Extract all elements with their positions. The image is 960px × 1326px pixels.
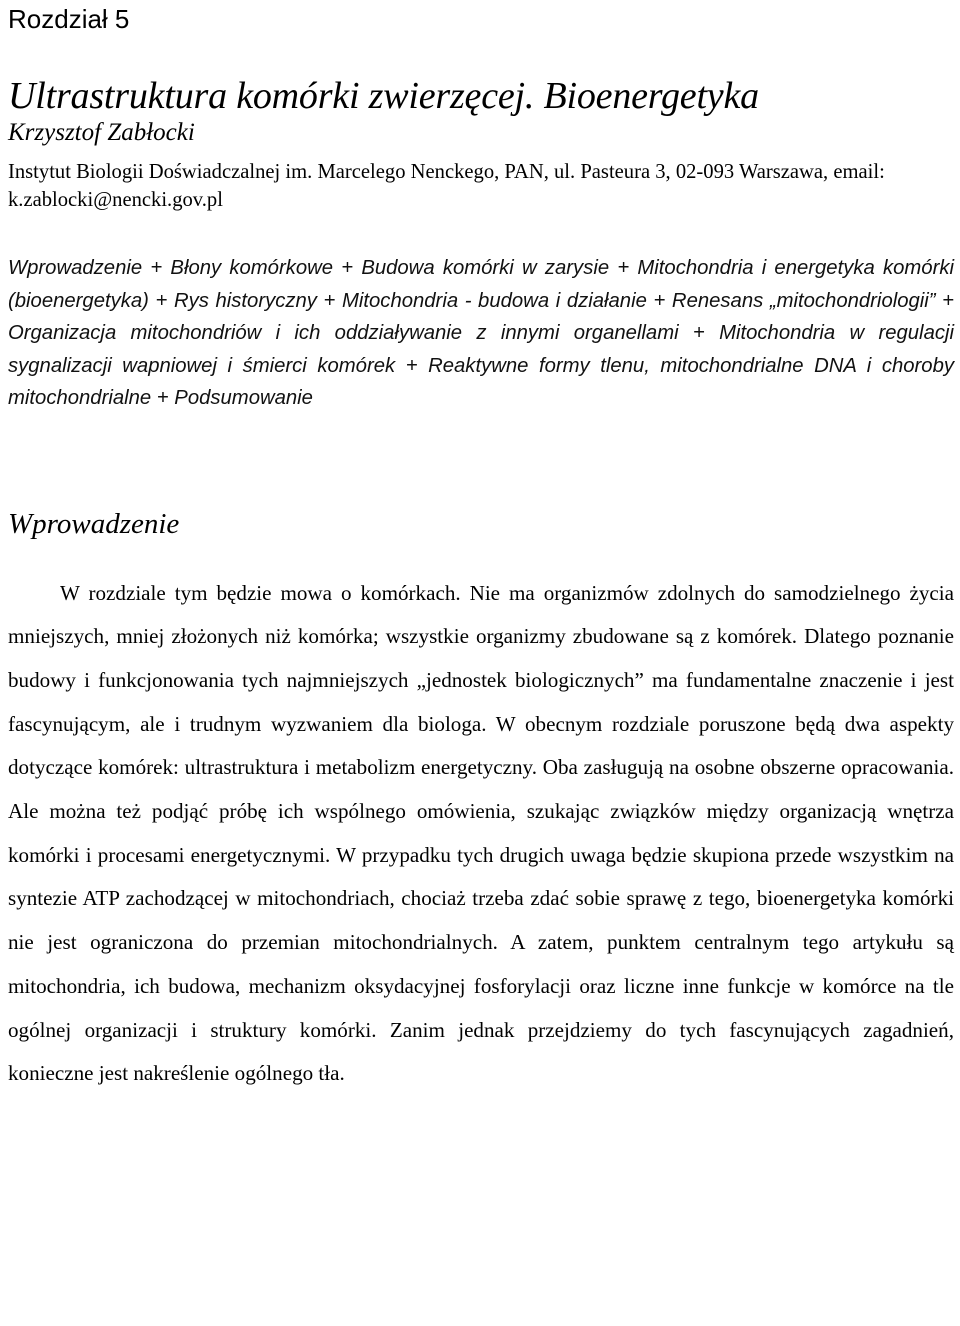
contents-summary: Wprowadzenie + Błony komórkowe + Budowa komórki w zarysie + Mitochondria i energetyka komórki (bioenergetyka) + Rys historyczny + Mitochondria - budowa i działanie + Renesans „mitochondriologii” + Organizacja mitochondriów i ich oddziaływanie z innymi organellami + Mitochondria w regulacji sygnalizacji wapniowej i śmierci komórek + Reaktywne formy tlenu, mitochondrialne DNA i choroby mitochondrialne + Podsumowanie [8, 257, 954, 409]
document-page [8, 0, 954, 1096]
chapter-label: Rozdział 5 [8, 4, 130, 34]
chapter-title: Ultrastruktura komórki zwierzęcej. Bioenergetyka [8, 75, 759, 117]
section-paragraph: W rozdziale tym będzie mowa o komórkach. Nie ma organizmów zdolnych do samodzielnego życia mniejszych, mniej złożonych niż komórka; wszystkie organizmy zbudowane są z komórek. Dlatego poznanie budowy i funkcjonowania tych najmniejszych „jednostek biologicznych” ma fundamentalne znaczenie i jest fascynującym, ale i trudnym wyzwaniem dla biologa. W obecnym rozdziale poruszone będą dwa aspekty dotyczące komórek: ultrastruktura i metabolizm energetyczny. Oba zasługują na osobne obszerne opracowania. Ale można też podjąć próbę ich wspólnego omówienia, szukając związków między organizacją wnętrza komórki i procesami energetycznymi. W przypadku tych drugich uwaga będzie skupiona przede wszystkim na syntezie ATP zachodzącej w mitochondriach, chociaż trzeba zdać sobie sprawę z tego, bioenergetyka komórki nie jest ograniczona do przemian mitochondrialnych. A zatem, punktem centralnym tego artykułu są mitochondria, ich budowa, mechanizm oksydacyjnej fosforylacji oraz liczne inne funkcje w komórce na tle ogólnej organizacji i struktury komórki. Zanim jednak przejdziemy do tych fascynujących zagadnień, konieczne jest nakreślenie ogólnego tła. [8, 580, 954, 1086]
author-affiliation: Instytut Biologii Doświadczalnej im. Marcelego Nenckego, PAN, ul. Pasteura 3, 02-093 Warszawa, email: k.zablocki@nencki.gov.pl [8, 161, 885, 211]
section-heading: Wprowadzenie [8, 507, 180, 540]
author-name: Krzysztof Zabłocki [8, 119, 195, 146]
